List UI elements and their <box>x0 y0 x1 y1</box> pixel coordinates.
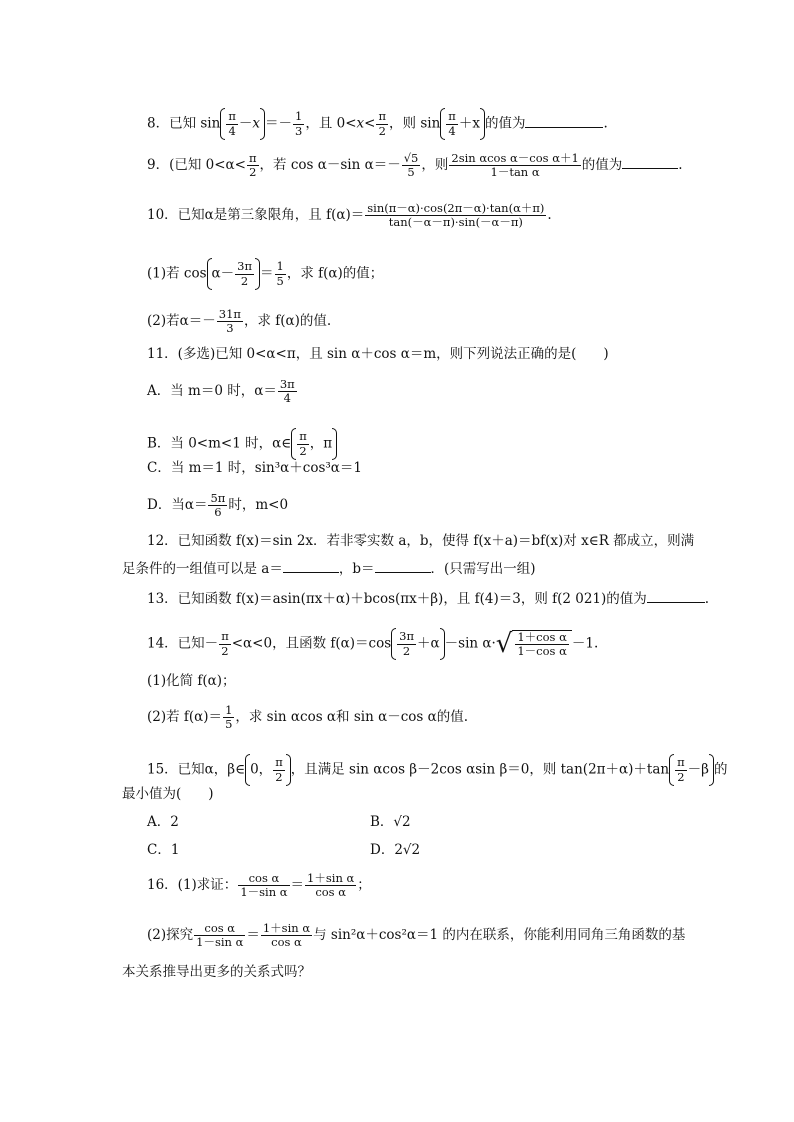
q8-text: 8．已知 sin <box>147 115 221 132</box>
text: D．2 <box>370 842 403 858</box>
answer-blank-a[interactable] <box>283 572 339 573</box>
var: x <box>252 115 261 132</box>
num: 1＋sin α <box>262 921 311 935</box>
text: 0， <box>250 761 273 778</box>
num: 1 <box>295 109 303 124</box>
text: ，且 0< <box>305 115 357 132</box>
text: ，若 cos α－sin α＝－ <box>259 157 401 174</box>
num: π <box>299 429 307 444</box>
den: 4 <box>448 123 456 138</box>
fraction <box>194 922 245 949</box>
fraction <box>273 756 285 783</box>
text: 16．(1)求证： <box>147 877 238 894</box>
text: 足条件的一组值可以是 a＝ <box>122 561 283 577</box>
num: 31π <box>218 307 241 321</box>
text: . <box>603 115 608 132</box>
text: √2 <box>393 814 411 830</box>
question-16-cont: 本关系推导出更多的关系式吗？ <box>122 964 311 980</box>
text: (1)若 cos <box>147 265 207 282</box>
den: 2 <box>249 165 257 180</box>
den: 1－tan α <box>490 165 540 180</box>
num: 3π <box>399 629 415 644</box>
fraction <box>278 378 297 405</box>
question-13 <box>147 593 709 607</box>
num: cos α <box>194 922 245 936</box>
text: －1. <box>571 635 599 652</box>
num: π <box>677 755 685 770</box>
num: 5π <box>210 491 226 505</box>
num: π <box>275 755 283 770</box>
num: π <box>221 629 229 644</box>
fraction <box>397 630 416 657</box>
option-d[interactable] <box>370 844 420 858</box>
num: 1＋sin α <box>307 871 355 885</box>
question-12-cont <box>122 563 536 577</box>
fraction <box>219 630 231 657</box>
text: B．当 0<m<1 时，α∈ <box>147 435 292 452</box>
den: 2 <box>677 769 685 784</box>
text: . <box>704 591 710 607</box>
fraction <box>223 704 234 731</box>
text: 15．已知α，β∈ <box>147 761 246 778</box>
paren <box>669 754 714 786</box>
text: ，求 f(α)的值. <box>243 313 332 330</box>
num: π <box>248 151 257 165</box>
text: ＝ <box>246 927 260 944</box>
text: ； <box>357 877 371 894</box>
question-9 <box>147 152 683 179</box>
paren <box>220 108 265 140</box>
num: π <box>228 109 236 124</box>
fraction <box>226 110 238 137</box>
den: cos α <box>271 935 302 950</box>
answer-blank[interactable] <box>647 602 705 603</box>
option-b[interactable] <box>147 428 337 460</box>
option-d[interactable] <box>147 492 288 519</box>
text: A．当 m＝0 时，α＝ <box>147 383 277 400</box>
paren <box>291 428 337 460</box>
option-c[interactable]: C．1 <box>147 842 180 858</box>
text: ，则 <box>421 157 449 174</box>
text: 的值为 <box>484 115 526 132</box>
paren <box>391 628 445 660</box>
question-14-part1: (1)化简 f(α)； <box>147 673 236 689</box>
text: 的 <box>713 761 728 778</box>
num: 2sin αcos α－cos α＋1 <box>451 151 579 165</box>
fraction <box>449 152 580 179</box>
text: ＝－ <box>265 115 293 132</box>
fraction <box>305 872 356 899</box>
fraction <box>217 308 243 335</box>
text: (2)探究 <box>147 927 194 944</box>
text: . <box>678 157 683 174</box>
answer-blank-b[interactable] <box>375 572 431 573</box>
text: D．当α＝ <box>147 497 208 514</box>
text: ，则 sin <box>389 115 441 132</box>
text: ，且满足 sin αcos β－2cos αsin β＝0，则 tan(2π＋α)＋tan <box>290 761 670 778</box>
text: －β <box>687 761 709 778</box>
question-16-part2 <box>147 922 685 949</box>
option-a[interactable]: A．2 <box>147 814 179 830</box>
sqrt: √ $\frac{\text{1＋cos α}}{\text{1－cos α}}$ <box>496 630 572 658</box>
text: 10．已知α是第三象限角，且 f(α)＝ <box>147 207 365 224</box>
text: ，b＝ <box>338 561 375 577</box>
var: x <box>356 115 365 132</box>
option-a[interactable] <box>147 378 298 405</box>
text: ＋x <box>458 115 480 132</box>
question-10-part1 <box>147 258 383 290</box>
question-8 <box>147 108 608 140</box>
den: 2 <box>275 769 283 784</box>
text: (2)若α＝－ <box>147 313 216 330</box>
text: ，求 f(α)的值； <box>286 265 384 282</box>
fraction <box>515 631 569 658</box>
fraction <box>675 756 687 783</box>
fraction <box>446 110 458 137</box>
question-10 <box>147 202 552 229</box>
text: 的值为 <box>581 157 623 174</box>
text: (2)若 f(α)＝ <box>147 709 223 726</box>
fraction <box>208 492 227 519</box>
text: < <box>364 115 376 132</box>
paren <box>245 754 291 786</box>
question-15 <box>147 754 727 786</box>
den: 2 <box>299 443 307 458</box>
den: tan(－α－π)·sin(－α－π) <box>388 215 523 230</box>
question-10-part2 <box>147 308 331 335</box>
minus-x: －x <box>238 115 261 132</box>
question-14 <box>147 628 598 660</box>
den: cos α <box>315 885 346 900</box>
question-15-cont: 最小值为( ) <box>122 786 214 802</box>
question-11: 11．(多选)已知 0<α<π，且 sin α＋cos α＝m，则下列说法正确的是( ) <box>147 346 609 362</box>
den: 2 <box>378 123 386 138</box>
text: ＝ <box>290 877 305 894</box>
num: 1＋cos α <box>517 629 567 644</box>
num: 1 <box>276 259 284 274</box>
text: . <box>547 207 552 224</box>
den: 4 <box>228 123 236 138</box>
question-12: 12．已知函数 f(x)＝sin 2x．若非零实数 a，b，使得 f(x＋a)＝bf(x)对 x∈R 都成立，则满 <box>147 533 695 549</box>
den: 2 <box>221 643 229 658</box>
fraction <box>376 110 388 137</box>
num: π <box>378 109 387 124</box>
num: √5 <box>403 151 419 165</box>
den: 1－cos α <box>517 644 567 658</box>
question-14-part2 <box>147 704 468 731</box>
fraction <box>235 260 254 287</box>
option-c[interactable] <box>147 462 362 476</box>
paren <box>440 108 485 140</box>
question-16 <box>147 872 371 899</box>
den: 5 <box>407 165 415 180</box>
den: 2 <box>240 273 249 288</box>
den: 2 <box>402 643 411 658</box>
num: 3π <box>237 259 253 274</box>
text: －sin α· <box>444 635 496 652</box>
text: ＝ <box>260 265 274 282</box>
den: 6 <box>214 505 222 520</box>
fraction <box>261 922 312 949</box>
text: ＋α <box>417 635 440 652</box>
num: 3π <box>279 377 295 391</box>
den: 5 <box>276 273 284 288</box>
fraction <box>293 110 304 137</box>
text: B． <box>370 814 394 830</box>
den: 3 <box>226 321 234 336</box>
option-b[interactable] <box>370 816 411 830</box>
answer-blank[interactable] <box>525 127 603 128</box>
text: ．(只需写出一组) <box>430 561 536 577</box>
num: sin(π－α)·cos(2π－α)·tan(α＋π) <box>367 201 545 215</box>
text: √2 <box>402 842 421 858</box>
den: 1－sin α <box>196 935 244 950</box>
den: 4 <box>283 391 291 406</box>
den: 5 <box>225 717 233 732</box>
num: 1 <box>225 703 233 717</box>
text: 时，m<0 <box>228 497 289 514</box>
fraction <box>247 152 259 179</box>
fraction <box>365 202 546 229</box>
text: 13．已知函数 f(x)＝asin(πx＋α)＋bcos(πx＋β)，且 f(4)＝3，则 f(2 021)的值为 <box>147 591 647 607</box>
paren <box>207 258 261 290</box>
den: 3 <box>295 123 303 138</box>
text: ，求 sin αcos α和 sin α－cos α的值. <box>235 709 469 726</box>
fraction <box>402 152 421 179</box>
num: π <box>448 109 456 124</box>
text: <α<0，且函数 f(α)＝cos <box>231 635 392 652</box>
text: α－ <box>211 265 235 282</box>
text: 9．(已知 0<α< <box>147 157 246 174</box>
text: ，π <box>309 435 333 452</box>
text: 14．已知－ <box>147 635 219 652</box>
text: 与 sin²α＋cos²α＝1 的内在联系，你能利用同角三角函数的基 <box>313 927 686 944</box>
text: C．当 m＝1 时，sin³α＋cos³α＝1 <box>147 460 363 476</box>
fraction <box>297 430 309 457</box>
den: 1－sin α <box>240 885 288 900</box>
answer-blank[interactable] <box>622 168 678 169</box>
fraction <box>275 260 286 287</box>
num: cos α <box>238 872 289 886</box>
fraction <box>238 872 289 899</box>
